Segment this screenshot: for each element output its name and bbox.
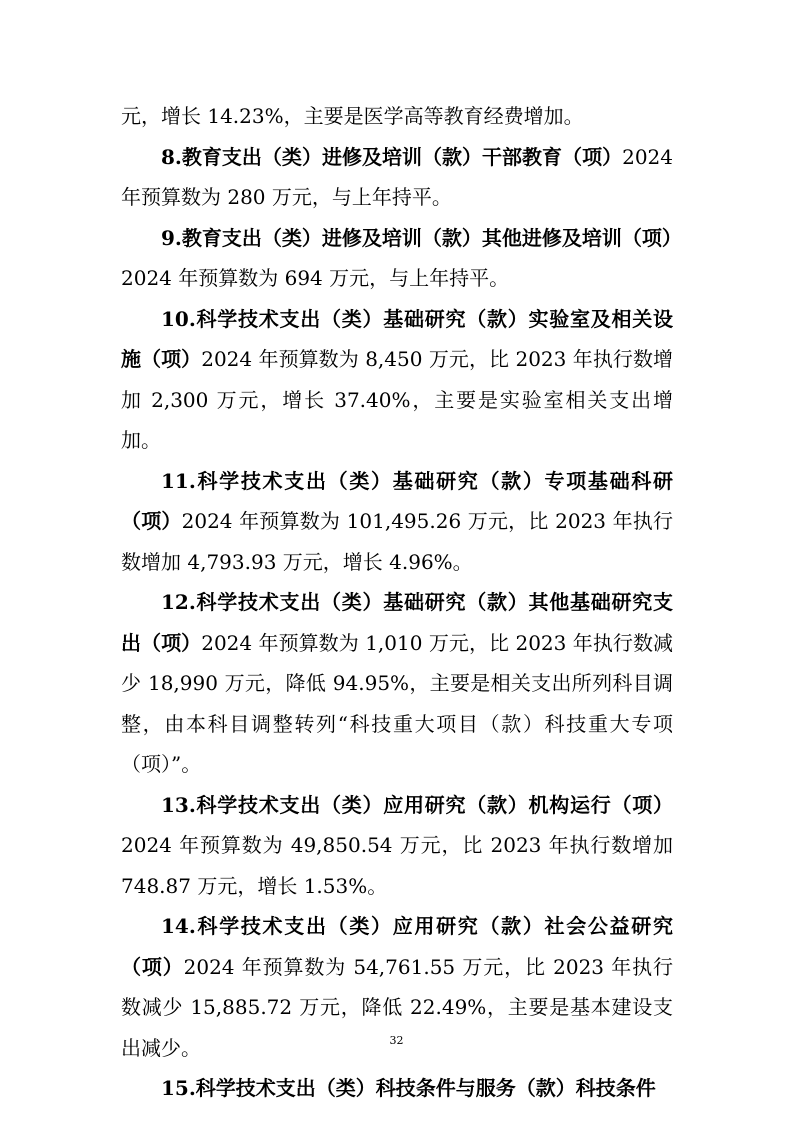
paragraph-text: 2024 年预算数为 101,495.26 万元，比 2023 年执行数增加 4,793.93 万元，增长 4.96%。 bbox=[121, 509, 673, 574]
paragraph-2 bbox=[121, 137, 673, 218]
paragraph-heading: 8.教育支出（类）进修及培训（款）干部教育（项） bbox=[161, 144, 623, 169]
paragraph-5 bbox=[121, 461, 673, 583]
paragraph-6 bbox=[121, 582, 673, 785]
paragraph-text: 2024 年预算数为 8,450 万元，比 2023 年执行数增加 2,300 万元，增长 37.40%，主要是实验室相关支出增加。 bbox=[121, 347, 674, 452]
paragraph-heading: 14.科学技术支出（类）应用研究（款）社会公益研究（项） bbox=[121, 914, 673, 979]
paragraph-heading: 12.科学技术支出（类）基础研究（款）其他基础研究支出（项） bbox=[121, 590, 673, 655]
paragraph-9 bbox=[121, 1068, 673, 1109]
paragraph-heading: 15.科学技术支出（类）科技条件与服务（款）科技条件 bbox=[161, 1076, 656, 1100]
paragraph-text: 2024 年预算数为 694 万元，与上年持平。 bbox=[121, 266, 510, 290]
paragraph-heading: 10.科学技术支出（类）基础研究（款）实验室及相关设施（项） bbox=[121, 306, 673, 371]
paragraph-4 bbox=[121, 299, 673, 461]
paragraph-3 bbox=[121, 218, 682, 299]
document-body bbox=[121, 96, 682, 1109]
paragraph-text: 2024 年预算数为 54,761.55 万元，比 2023 年执行数减少 15,885.72 万元，降低 22.49%，主要是基本建设支出减少。 bbox=[121, 954, 673, 1060]
paragraph-text: 2024 年预算数为 1,010 万元，比 2023 年执行数减少 18,990 万元，降低 94.95%，主要是相关支出所列科目调整，由本科目调整转列“科技重大项目（款）科技重大专项（项）”。 bbox=[121, 630, 674, 776]
paragraph-1 bbox=[121, 96, 673, 137]
paragraph-7 bbox=[121, 785, 673, 907]
paragraph-heading: 13.科学技术支出（类）应用研究（款）机构运行（项） bbox=[161, 792, 673, 817]
paragraph-heading: 11.科学技术支出（类）基础研究（款）专项基础科研（项） bbox=[121, 468, 673, 533]
paragraph-text: 元，增长 14.23%，主要是医学高等教育经费增加。 bbox=[121, 104, 584, 128]
page-number: 32 bbox=[389, 1034, 404, 1047]
paragraph-text: 2024 年预算数为 280 万元，与上年持平。 bbox=[121, 144, 673, 209]
paragraph-text: 2024 年预算数为 49,850.54 万元，比 2023 年执行数增加 748.87 万元，增长 1.53%。 bbox=[121, 833, 673, 898]
paragraph-heading: 9.教育支出（类）进修及培训（款）其他进修及培训（项） bbox=[161, 225, 682, 250]
